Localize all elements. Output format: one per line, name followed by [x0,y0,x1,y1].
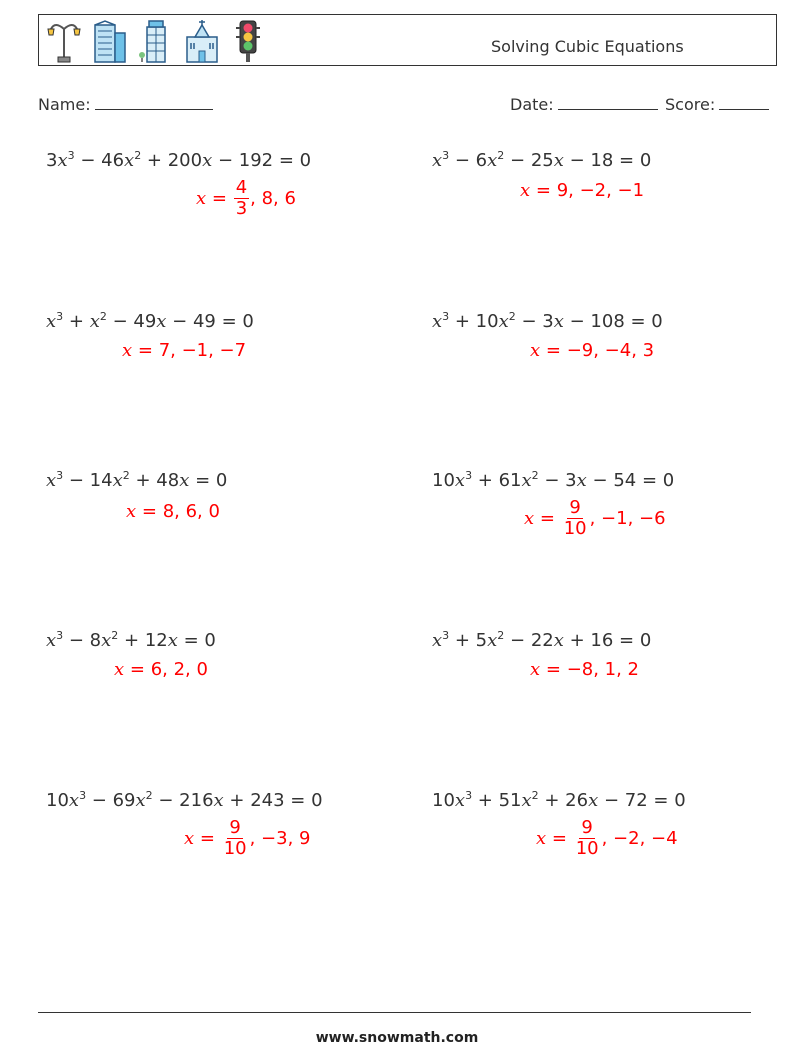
equation: $x^3 - 14x^2 + 48x = 0$ [46,469,228,491]
score-field[interactable] [665,93,769,114]
date-field[interactable] [510,93,658,114]
footer-url[interactable]: www.snowmath.com [315,1030,479,1046]
problem-9 [46,789,323,813]
answer-5: x = 8, 6, 0 [126,501,220,522]
problem-4 [432,310,663,334]
answer-8: x = −8, 1, 2 [530,659,640,680]
answer-fraction: $\frac{9}{10}$ [223,817,247,859]
answer-4: x = −9, −4, 3 [530,340,655,361]
equation: $10x^3 + 51x^2 + 26x - 72 = 0$ [432,789,686,811]
equation: $x^3 + x^2 - 49x - 49 = 0$ [46,310,254,332]
answer-9: x = $\frac{9}{10}$ , −3, 9 [184,817,311,859]
name-label: Name: [38,95,91,114]
footer-divider [38,1012,751,1013]
answer-3: x = 7, −1, −7 [122,340,247,361]
problem-10 [432,789,686,813]
equation: $10x^3 - 69x^2 - 216x + 243 = 0$ [46,789,323,811]
church-icon [183,19,221,63]
equation: $10x^3 + 61x^2 - 3x - 54 = 0$ [432,469,675,491]
score-blank[interactable] [719,93,769,110]
header-icons [45,19,267,63]
problem-2 [432,149,651,173]
name-blank[interactable] [95,93,213,110]
problem-7 [46,629,216,653]
problem-3 [46,310,254,334]
answer-2: x = 9, −2, −1 [520,180,645,201]
equation: $x^3 + 5x^2 - 22x + 16 = 0$ [432,629,652,651]
answer-10: x = $\frac{9}{10}$ , −2, −4 [536,817,678,859]
answer-fraction: $\frac{4}{3}$ [235,177,248,219]
answer-6: x = $\frac{9}{10}$ , −1, −6 [524,497,666,539]
equation: $3x^3 - 46x^2 + 200x - 192 = 0$ [46,149,312,171]
date-blank[interactable] [558,93,658,110]
equation: $x^3 - 8x^2 + 12x = 0$ [46,629,216,651]
answer-fraction: $\frac{9}{10}$ [575,817,599,859]
answer-1: x = $\frac{4}{3}$ , 8, 6 [196,177,296,219]
score-label: Score: [665,95,716,114]
tower-building-icon [137,19,175,63]
office-building-icon [91,19,129,63]
equation: $x^3 + 10x^2 - 3x - 108 = 0$ [432,310,663,332]
problem-8 [432,629,651,653]
answer-fraction: $\frac{9}{10}$ [563,497,587,539]
name-field[interactable] [38,93,213,114]
problem-6 [432,469,674,493]
traffic-light-icon [229,19,267,63]
problem-5 [46,469,227,493]
worksheet-header [38,14,777,66]
equation: $x^3 - 6x^2 - 25x - 18 = 0$ [432,149,652,171]
street-lamp-icon [45,19,83,63]
answer-7: x = 6, 2, 0 [114,659,208,680]
date-label: Date: [510,95,554,114]
problem-1 [46,149,311,173]
page-title: Solving Cubic Equations [491,37,684,56]
